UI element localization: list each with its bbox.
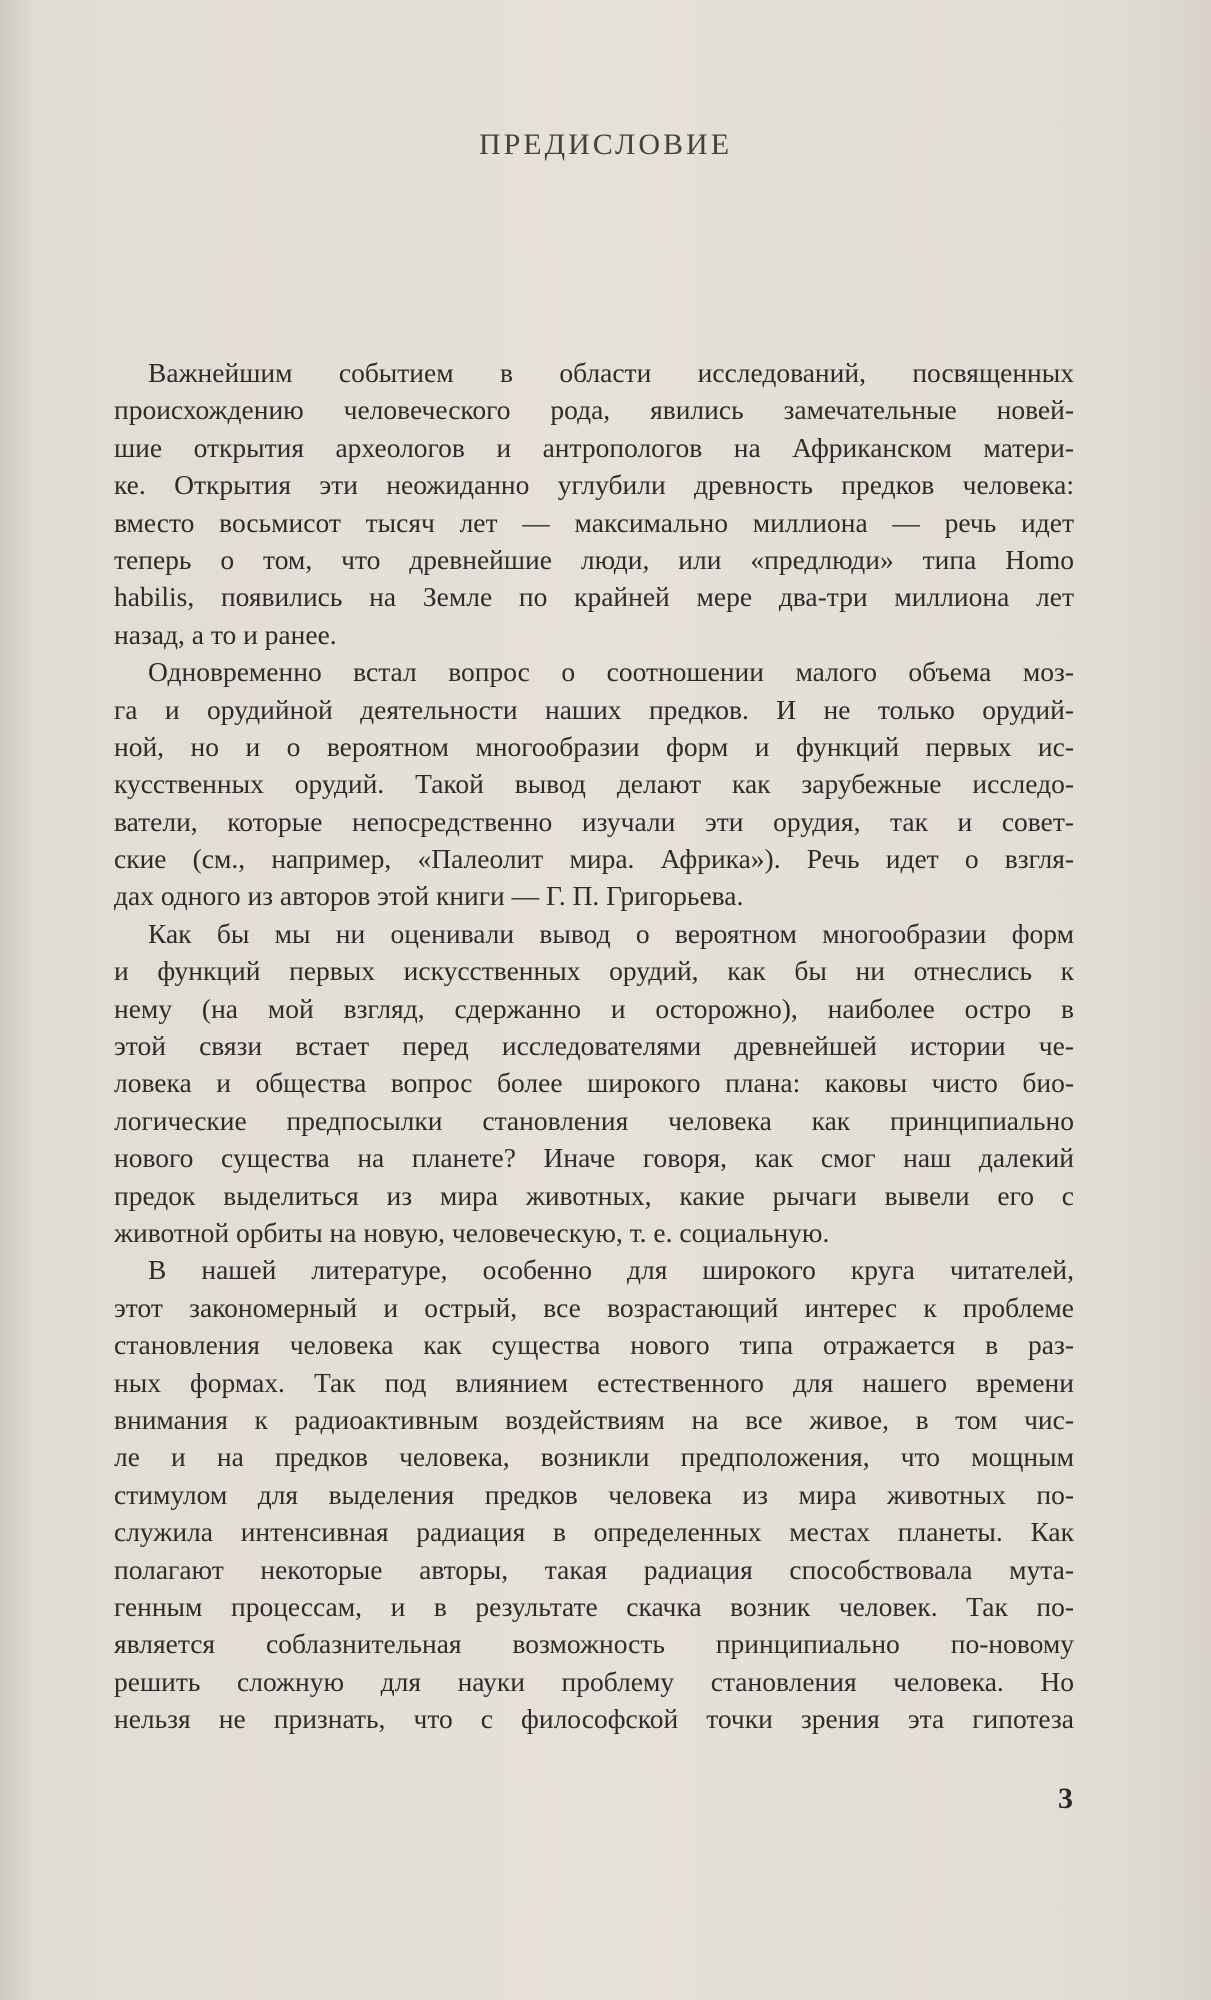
text-line: служила интенсивная радиация в определенных местах планеты. Как — [114, 1516, 1074, 1548]
text-line: ных формах. Так под влиянием естественного для нашего времени — [114, 1366, 1074, 1398]
text-line: и функций первых искусственных орудий, как бы ни отнеслись к — [114, 955, 1074, 987]
text-line: вместо восьмисот тысяч лет — максимально миллиона — речь идет — [114, 506, 1074, 538]
text-line: ские (см., например, «Палеолит мира. Африка»). Речь идет о взгля- — [114, 843, 1074, 875]
body-text — [114, 354, 1074, 1737]
text-line: происхождению человеческого рода, явились замечательные новей- — [114, 394, 1074, 426]
text-line: становления человека как существа нового типа отражается в раз- — [114, 1329, 1074, 1361]
text-line: этой связи встает перед исследователями древнейшей истории че- — [114, 1030, 1074, 1062]
text-line: логические предпосылки становления человека как принципиально — [114, 1104, 1074, 1136]
text-line: генным процессам, и в результате скачка возник человек. Так по- — [114, 1590, 1074, 1622]
text-line: нового существа на планете? Иначе говоря, как смог наш далекий — [114, 1142, 1074, 1174]
text-line: дах одного из авторов этой книги — Г. П. Григорьева. — [114, 880, 744, 912]
page-number: 3 — [1058, 1782, 1073, 1815]
text-line: нельзя не признать, что с философской точки зрения эта гипотеза — [114, 1703, 1074, 1735]
text-line: предок выделиться из мира животных, какие рычаги вывели его с — [114, 1179, 1074, 1211]
page-title: ПРЕДИСЛОВИЕ — [478, 128, 733, 161]
text-line: полагают некоторые авторы, такая радиация способствовала мута- — [114, 1553, 1074, 1585]
text-line: нему (на мой взгляд, сдержанно и осторожно), наиболее остро в — [114, 992, 1074, 1024]
text-line: habilis, появились на Земле по крайней мере два-три миллиона лет — [114, 581, 1074, 613]
text-line: является соблазнительная возможность принципиально по-новому — [114, 1628, 1074, 1660]
text-line: животной орбиты на новую, человеческую, т. е. социальную. — [114, 1216, 830, 1248]
text-line: решить сложную для науки проблему становления человека. Но — [114, 1665, 1074, 1697]
text-line: стимулом для выделения предков человека из мира животных по- — [114, 1478, 1074, 1510]
text-line: теперь о том, что древнейшие люди, или «предлюди» типа Homo — [114, 543, 1074, 575]
text-line: внимания к радиоактивным воздействиям на все живое, в том чис- — [114, 1403, 1074, 1435]
text-line: ловека и общества вопрос более широкого плана: каковы чисто био- — [114, 1067, 1074, 1099]
text-line: В нашей литературе, особенно для широкого круга читателей, — [148, 1254, 1074, 1286]
text-line: шие открытия археологов и антропологов на Африканском матери- — [114, 431, 1074, 463]
text-line: ле и на предков человека, возникли предположения, что мощным — [114, 1441, 1074, 1473]
text-line: назад, а то и ранее. — [114, 618, 337, 650]
text-line: ной, но и о вероятном многообразии форм и функций первых ис- — [114, 730, 1074, 762]
text-line: Одновременно встал вопрос о соотношении малого объема моз- — [148, 656, 1074, 688]
text-line: Как бы мы ни оценивали вывод о вероятном многообразии форм — [148, 917, 1074, 949]
text-line: кусственных орудий. Такой вывод делают как зарубежные исследо- — [114, 768, 1074, 800]
text-line: ватели, которые непосредственно изучали эти орудия, так и совет- — [114, 805, 1074, 837]
text-line: ке. Открытия эти неожиданно углубили древность предков человека: — [114, 469, 1074, 501]
text-line: этот закономерный и острый, все возрастающий интерес к проблеме — [114, 1291, 1074, 1323]
text-line: Важнейшим событием в области исследований, посвященных — [148, 357, 1074, 388]
text-line: га и орудийной деятельности наших предков. И не только орудий- — [114, 693, 1074, 725]
